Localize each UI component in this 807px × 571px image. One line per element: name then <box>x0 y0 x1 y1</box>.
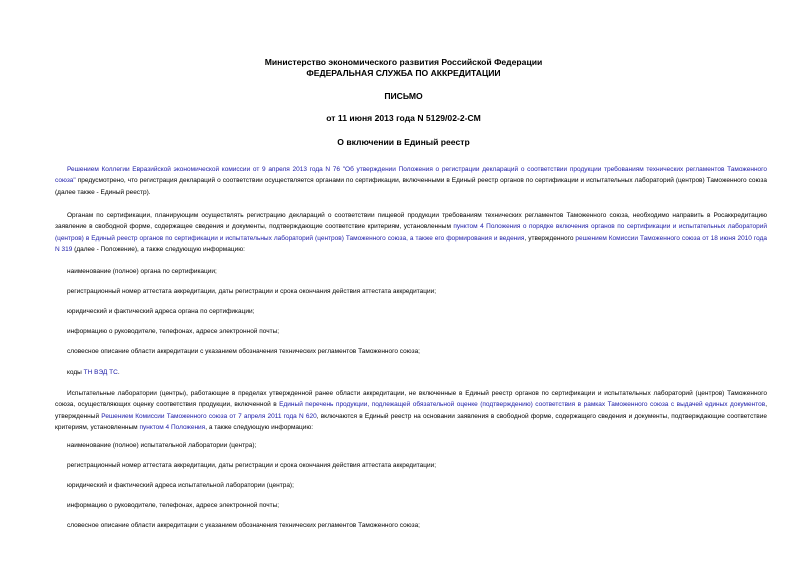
paragraph-1-text: предусмотрено, что регистрация деклараций о соответствии осуществляется органами по сертификации, включенными в Единый реестр органов по сертификации и испытательных лабораторий (центров) Таможенного союза (далее также - Единый реестр). <box>55 177 767 196</box>
document-subject: О включении в Единый реестр <box>337 137 470 147</box>
link-decision-319[interactable]: решением Комиссии Таможенного союза от 18 июня 2010 года N 319 <box>55 234 767 253</box>
list-item: наименование (полное) испытательной лаборатории (центра); <box>67 442 257 449</box>
list-item: словесное описание области аккредитации с указанием обозначения технических регламентов Таможенного союза; <box>67 348 420 355</box>
ministry-title: Министерство экономического развития Российской Федерации <box>264 57 543 67</box>
list-item: словесное описание области аккредитации с указанием обозначения технических регламентов Таможенного союза; <box>67 522 420 529</box>
list-item: наименование (полное) органа по сертификации; <box>67 268 217 275</box>
link-decision-620[interactable]: Решением Комиссии Таможенного союза от 7 апреля 2011 года N 620 <box>101 412 317 420</box>
paragraph-3-text-4: , а также следующую информацию: <box>205 423 314 431</box>
document-date-number: от 11 июня 2013 года N 5129/02-2-СМ <box>326 113 481 123</box>
paragraph-3-text-1: Испытательные лаборатории (центры), работающие в пределах утвержденной ранее области аккредитации, не включенные в Единый реестр органов по сертификации и испытательных лабораторий (центров) Таможенного союза, осуществляющих оценку соответствия продукции, включенной в <box>55 390 767 409</box>
link-tn-ved[interactable]: ТН ВЭД ТС <box>83 369 118 376</box>
list-item: информацию о руководителе, телефонах, адресе электронной почты; <box>67 502 280 509</box>
paragraph-3-text-2: , утвержденный <box>55 401 768 420</box>
list-item: регистрационный номер аттестата аккредитации, даты регистрации и срока окончания действия аттестата аккредитации; <box>67 288 437 295</box>
link-point-4-regulation[interactable]: пунктом 4 Положения <box>139 423 206 431</box>
list-item: информацию о руководителе, телефонах, адресе электронной почты; <box>67 328 280 335</box>
codes-line <box>67 367 120 378</box>
link-unified-product-list[interactable]: Единый перечень продукции, подлежащей обязательной оценке (подтверждению) соответствия в рамках Таможенного союза с выдачей единых документов <box>279 401 766 409</box>
codes-end: . <box>117 369 120 376</box>
list-item: регистрационный номер аттестата аккредитации, даты регистрации и срока окончания действия аттестата аккредитации; <box>67 462 437 469</box>
paragraph-2-text-3: (далее - Положение), а также следующую информацию: <box>72 245 245 253</box>
paragraph-2-text-2: , утвержденного <box>524 234 576 242</box>
codes-text: коды <box>67 369 84 376</box>
list-item: юридический и фактический адреса органа по сертификации; <box>67 308 255 315</box>
paragraph-3 <box>55 388 767 433</box>
list-item: юридический и фактический адреса испытательной лаборатории (центра); <box>67 482 294 489</box>
document-type: ПИСЬМО <box>384 91 423 101</box>
paragraph-2 <box>55 210 767 255</box>
paragraph-2-text-1: Органам по сертификации, планирующим осуществлять регистрацию деклараций о соответствии пищевой продукции требованиям технических регламентов Таможенного союза, необходимо направить в Росаккредитацию заявление в свободной форме, содержащее сведения и документы, подтверждающие соответствие критериям, установленным <box>55 212 767 231</box>
paragraph-3-text-3: , включаются в Единый реестр на основании заявления в свободной форме, содержащего сведения и документы, подтверждающие соответствие критериям, установленным <box>55 412 767 431</box>
link-regulation-point-4[interactable]: пунктом 4 Положения о порядке включения органов по сертификации и испытательных лабораторий (центров) в Единый реестр органов по сертификации и испытательных лабораторий (центров) Таможенного союза, а также его формирования и ведения <box>55 223 767 242</box>
service-title: ФЕДЕРАЛЬНАЯ СЛУЖБА ПО АККРЕДИТАЦИИ <box>306 68 501 78</box>
link-ekk-decision-76[interactable]: Решением Коллегии Евразийской экономической комиссии от 9 апреля 2013 года N 76 "Об утверждении Положения о регистрации деклараций о соответствии продукции требованиям технических регламентов Таможенного союза" <box>55 166 767 185</box>
paragraph-1 <box>55 164 767 198</box>
